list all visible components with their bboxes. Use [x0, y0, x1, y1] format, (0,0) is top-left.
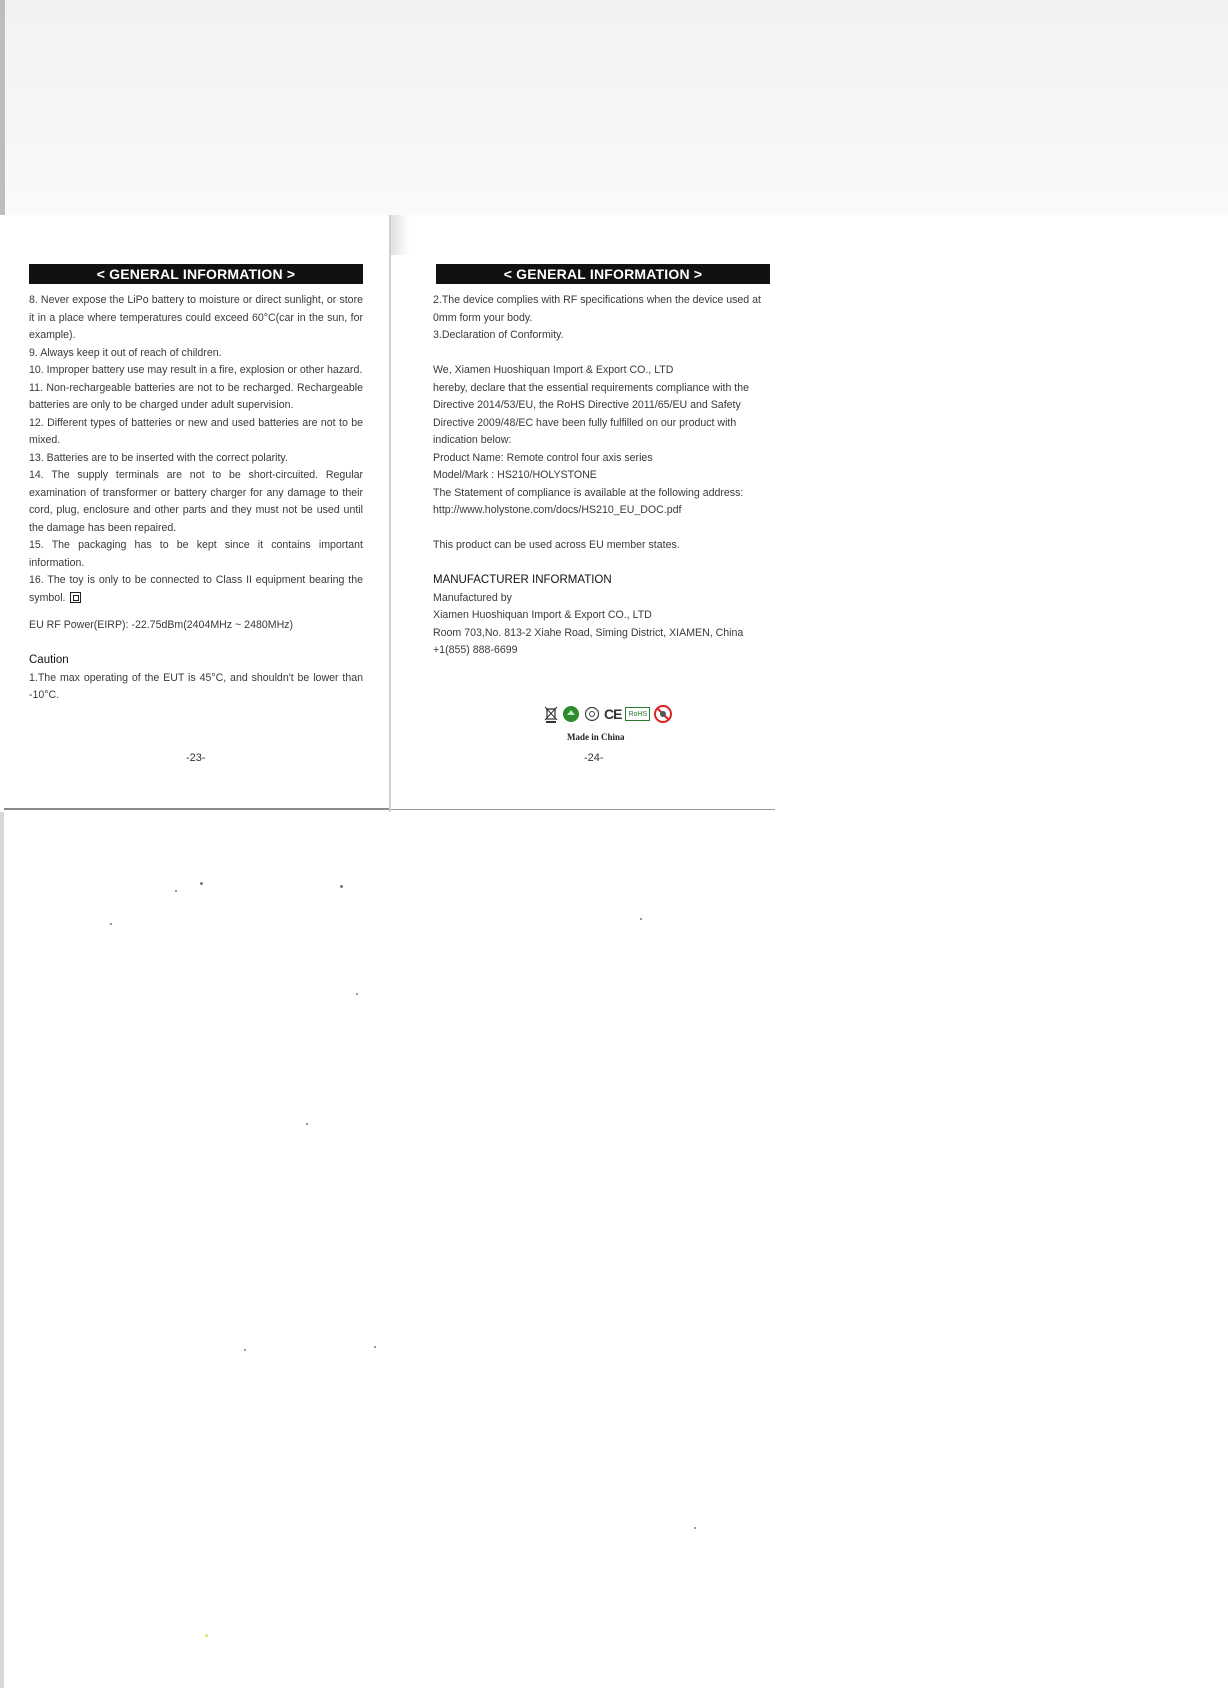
page-body: [433, 292, 773, 660]
section-header: < GENERAL INFORMATION >: [29, 264, 363, 284]
list-item: 8. Never expose the LiPo battery to moisture or direct sunlight, or store it in a place where temperatures could exceed 60°C(car in the sun, for example).: [29, 294, 363, 341]
list-item-text: 16. The toy is only to be connected to Class II equipment bearing the symbol.: [29, 574, 363, 604]
page-23: [4, 215, 390, 810]
page-number: -23-: [186, 752, 206, 764]
caution-text: 1.The max operating of the EUT is 45°C, and shouldn't be lower than -10°C.: [29, 671, 363, 701]
scan-speck: [175, 890, 177, 892]
doc-url: http://www.holystone.com/docs/HS210_EU_DOC.pdf: [433, 504, 682, 516]
scan-background: [0, 0, 1228, 215]
scan-speck: [374, 1346, 376, 1348]
scan-speck: [356, 993, 358, 995]
scan-speck: [244, 1349, 246, 1351]
list-item: 10. Improper battery use may result in a fire, explosion or other hazard.: [29, 364, 363, 376]
declaration-line: Model/Mark : HS210/HOLYSTONE: [433, 469, 597, 481]
list-item: [29, 572, 363, 607]
scan-speck: [306, 1123, 308, 1125]
list-item: 13. Batteries are to be inserted with the correct polarity.: [29, 451, 288, 464]
scan-speck: [640, 918, 642, 920]
eu-states-text: This product can be used across EU member states.: [433, 539, 680, 551]
list-item: 11. Non-rechargeable batteries are not to be recharged. Rechargeable batteries are only to be charged under adult supervision.: [29, 381, 363, 411]
declaration-line: We, Xiamen Huoshiquan Import & Export CO., LTD: [433, 364, 674, 376]
page-fold: [389, 215, 391, 812]
class-ii-symbol-icon: [70, 592, 81, 603]
page-24: [390, 215, 775, 810]
page-body: [29, 292, 363, 705]
scan-speck: [340, 885, 343, 888]
declaration-line: Product Name: Remote control four axis series: [433, 451, 653, 464]
no-small-parts-icon: [654, 705, 672, 723]
section-header: < GENERAL INFORMATION >: [436, 264, 770, 284]
rf-power-text: EU RF Power(EIRP): -22.75dBm(2404MHz ~ 2480MHz): [29, 619, 294, 631]
rohs-label: RoHS: [628, 710, 648, 718]
recycle-circle-icon: [584, 706, 600, 722]
manufacturer-line: Room 703,No. 813-2 Xiahe Road, Siming District, XIAMEN, China: [433, 626, 744, 639]
recycle-green-icon: [562, 705, 580, 723]
caution-heading: Caution: [29, 654, 69, 666]
scan-speck: [200, 882, 203, 885]
weee-bin-icon: [544, 705, 558, 723]
scan-edge: [0, 0, 5, 215]
scan-speck: [205, 1634, 208, 1637]
rohs-badge: [625, 707, 650, 721]
list-item: 12. Different types of batteries or new and used batteries are not to be mixed.: [29, 416, 363, 446]
manufacturer-line: Xiamen Huoshiquan Import & Export CO., LTD: [433, 609, 652, 621]
text-line: 3.Declaration of Conformity.: [433, 329, 564, 341]
declaration-line: hereby, declare that the essential requirements compliance with the Directive 2014/53/EU, the RoHS Directive 2011/65/EU and Safety Directive 2009/48/EC have been fully fulfilled on our product with indication below:: [433, 381, 750, 446]
text-line: 2.The device complies with RF specifications when the device used at 0mm form your body.: [433, 294, 761, 324]
list-item: 9. Always keep it out of reach of children.: [29, 346, 222, 359]
made-in-label: Made in China: [567, 732, 625, 742]
manufacturer-line: Manufactured by: [433, 591, 512, 604]
ce-mark: CE: [604, 706, 622, 722]
scan-speck: [110, 923, 112, 925]
page-number: -24-: [584, 752, 604, 764]
scan-speck: [694, 1527, 696, 1529]
manufacturer-line: +1(855) 888-6699: [433, 644, 518, 656]
scan-edge: [0, 812, 4, 1688]
compliance-marks: [544, 705, 672, 723]
list-item: 14. The supply terminals are not to be short-circuited. Regular examination of transformer or battery charger for any damage to their cord, plug, enclosure and other parts and they must not be used until the damage has been repaired.: [29, 469, 363, 534]
page-fold-shadow: [391, 215, 409, 255]
declaration-line: The Statement of compliance is available at the following address:: [433, 486, 744, 499]
list-item: 15. The packaging has to be kept since it contains important information.: [29, 539, 363, 569]
manufacturer-heading: MANUFACTURER INFORMATION: [433, 574, 612, 586]
